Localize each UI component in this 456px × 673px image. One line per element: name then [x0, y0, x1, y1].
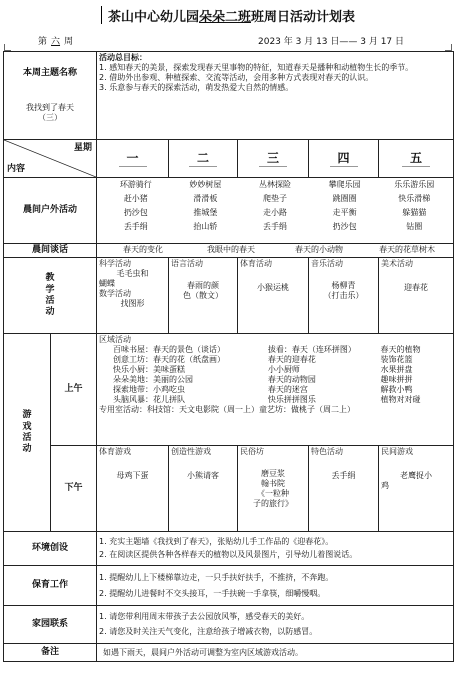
- notes-text: 如遇下雨天，晨间户外活动可调整为室内区域游戏活动。: [97, 644, 454, 662]
- goals-title: 活动总目标：: [99, 53, 148, 62]
- teaching-thu: [309, 258, 379, 334]
- weekday-corner-cell: [4, 140, 97, 178]
- day-header-tue: [169, 140, 238, 178]
- content-label: 内容: [7, 163, 26, 174]
- teaching-mon: [97, 258, 169, 334]
- area-line: [99, 375, 451, 385]
- area-line: [99, 355, 451, 365]
- outdoor-item: 丢手绢: [123, 222, 148, 231]
- afternoon-mon: [97, 446, 169, 532]
- afternoon-tue: [169, 446, 238, 532]
- meta-line: [0, 34, 456, 48]
- outdoor-line: [101, 222, 449, 232]
- afternoon-label: 下午: [51, 446, 97, 532]
- area-item: 春天的动物园: [267, 375, 316, 385]
- day-header-fri: [379, 140, 454, 178]
- care-cell: [97, 566, 454, 606]
- subject-label: 体育游戏: [99, 447, 132, 457]
- activity-name: 磨豆浆: [261, 469, 286, 479]
- activity-name: 毛毛虫和: [116, 269, 149, 279]
- page-title: [0, 0, 456, 30]
- area-item: 解救小鸭: [380, 385, 413, 395]
- day-label: 三: [259, 151, 287, 167]
- activity-name: 丢手绢: [331, 471, 356, 481]
- play-afternoon-row: [4, 446, 454, 532]
- outdoor-item: 跳圈圈: [332, 194, 357, 203]
- care-item: 2. 提醒幼儿进餐时不交头接耳，一手扶碗一手拿筷，细嚼慢咽。: [99, 588, 326, 598]
- outdoor-item: 快乐滑梯: [398, 194, 431, 203]
- goal-item: 3. 乐意参与春天的探索活动，萌发热爱大自然的情感。: [99, 83, 294, 92]
- teaching-label-char: 活: [45, 295, 55, 306]
- goal-item: 2. 借助外出参观、种植探索、交流等活动，会用多种方式表现对春天的认识。: [99, 73, 374, 82]
- talk-row: [4, 244, 454, 258]
- goal-item: 1. 感知春天的美景，探索发现春天里事物的特征，知道春天是播种和动植物生长的季节。: [99, 63, 414, 72]
- area-line: [99, 345, 451, 355]
- talk-item: 春天的小动物: [295, 245, 344, 254]
- subject-label: 科学活动: [99, 259, 132, 269]
- activity-name: 小熊请客: [187, 471, 220, 481]
- talk-cell: [97, 244, 454, 258]
- subject-label: 特色活动: [311, 447, 344, 457]
- area-item: 植物对对碰: [380, 395, 421, 405]
- subject-label: 数学活动: [99, 289, 132, 299]
- corner-mark-left: [4, 44, 11, 51]
- area-title: 区域活动: [99, 335, 132, 345]
- outdoor-item: 扔沙包: [123, 208, 148, 217]
- area-item: 百味书屋：春天的景色（谈话）: [113, 345, 226, 355]
- area-item: 趣味拼拼: [380, 375, 413, 385]
- notes-row: [4, 644, 454, 662]
- talk-item: 春天的花草树木: [379, 245, 436, 254]
- outdoor-item: 爬垫子: [263, 194, 288, 203]
- environment-row: [4, 532, 454, 566]
- subject-label: 民俗坊: [240, 447, 265, 457]
- day-header-mon: [97, 140, 169, 178]
- teaching-label: [4, 258, 97, 334]
- outdoor-line: [101, 180, 449, 190]
- outdoor-label: 晨间户外活动: [4, 178, 97, 244]
- area-line: [99, 385, 451, 395]
- outdoor-item: 抬山轿: [193, 222, 218, 231]
- day-label: 二: [189, 151, 217, 167]
- teaching-fri: [379, 258, 454, 334]
- teaching-row: [4, 258, 454, 334]
- activity-name: 迎春花: [404, 283, 429, 293]
- title-divider: [101, 6, 102, 24]
- activity-name: 翰书院: [261, 479, 286, 489]
- area-line: [99, 365, 451, 375]
- area-item: 朵朵美地：美丽的公园: [113, 375, 194, 385]
- area-item: 春天的植物: [380, 345, 421, 355]
- activity-name: 老鹰捉小: [400, 471, 433, 481]
- activity-name: 鸡: [381, 481, 390, 491]
- area-item: 小小厨师: [267, 365, 300, 375]
- morning-label: 上午: [51, 334, 97, 446]
- activity-name: 色（散文）: [183, 291, 224, 301]
- outdoor-item: 推城堡: [193, 208, 218, 217]
- talk-item: 我眼中的春天: [207, 245, 256, 254]
- week-number: [38, 34, 73, 47]
- subject-label: 语言活动: [171, 259, 204, 269]
- family-row: [4, 606, 454, 644]
- activity-name: 蝴蝶: [99, 279, 116, 289]
- talk-line: [99, 245, 451, 255]
- activity-name: 子的旅行》: [253, 499, 294, 509]
- environment-cell: [97, 532, 454, 566]
- area-line: [99, 395, 451, 405]
- family-item: 1. 请您带利用周末带孩子去公园放风筝，感受春天的美好。: [99, 612, 310, 622]
- activity-name: 找图形: [120, 299, 145, 309]
- care-row: [4, 566, 454, 606]
- plan-table: [3, 51, 454, 662]
- talk-item: 春天的变化: [123, 245, 164, 254]
- teaching-label-char: 学: [45, 284, 55, 295]
- area-item: 装饰花篮: [380, 355, 413, 365]
- afternoon-thu: [309, 446, 379, 532]
- talk-label: 晨间谈话: [4, 244, 97, 258]
- family-cell: [97, 606, 454, 644]
- area-item: 创意工坊：春天的花（纸盘画）: [113, 355, 226, 365]
- subject-label: 民间游戏: [381, 447, 414, 457]
- subject-label: 创造性游戏: [171, 447, 212, 457]
- theme-name-sub: （三）: [38, 113, 62, 123]
- teaching-tue: [169, 258, 238, 334]
- day-header-thu: [309, 140, 379, 178]
- days-header-row: [4, 140, 454, 178]
- kindergarten-name: 茶山中心幼儿园: [107, 9, 199, 25]
- subject-label: 音乐活动: [311, 259, 344, 269]
- outdoor-item: 乐乐游乐园: [394, 180, 435, 189]
- special-room-activity: 专用室活动：科技馆：天文电影院（周一上）童艺坊：做桃子（周二上）: [99, 405, 356, 415]
- week-num-value: 六: [51, 37, 61, 47]
- notes-label: 备注: [4, 644, 97, 662]
- theme-name: 我找到了春天: [26, 103, 74, 113]
- play-label-char: 活: [22, 432, 32, 443]
- activity-name: 母鸡下蛋: [116, 471, 149, 481]
- activity-name: 春雨的颜: [187, 281, 220, 291]
- subject-label: 体育活动: [240, 259, 273, 269]
- outdoor-item: 赶小猪: [123, 194, 148, 203]
- theme-cell: [4, 52, 97, 140]
- teaching-label-char: 动: [45, 307, 55, 317]
- day-label: 一: [119, 151, 147, 167]
- afternoon-fri: [379, 446, 454, 532]
- play-label: [4, 334, 51, 532]
- theme-row: [4, 52, 454, 140]
- area-item: 春天的迎春花: [267, 355, 316, 365]
- outdoor-item: 丛林探险: [259, 180, 292, 189]
- care-label: 保育工作: [4, 566, 97, 606]
- area-item: 拔看：春天（连环拼图）: [267, 345, 356, 355]
- activity-name: 杨柳青: [331, 281, 356, 291]
- outdoor-item: 环游骑行: [119, 180, 152, 189]
- area-item: 水果拼盘: [380, 365, 413, 375]
- class-name: 朵朵二班: [198, 9, 251, 25]
- area-item: 快乐小厨：美味蛋糕: [113, 365, 186, 375]
- area-item: 头脑风暴：花儿拼队: [113, 395, 186, 405]
- day-header-wed: [238, 140, 309, 178]
- environment-item: 2. 在阅读区提供各种各样春天的植物以及风景图片，引导幼儿着图说话。: [99, 550, 358, 560]
- environment-label: 环境创设: [4, 532, 97, 566]
- outdoor-line: [101, 194, 449, 204]
- outdoor-item: 丢手绢: [263, 222, 288, 231]
- outdoor-item: 走小路: [263, 208, 288, 217]
- outdoor-item: 走平衡: [332, 208, 357, 217]
- activity-name: （打击乐）: [323, 291, 364, 301]
- outdoor-grid: [97, 178, 454, 244]
- teaching-label-char: 教: [45, 273, 55, 284]
- area-activities: [97, 334, 454, 446]
- theme-label: 本周主题名称: [23, 67, 78, 78]
- area-item: 春天的迷宫: [267, 385, 308, 395]
- area-item: 快乐拼拼图乐: [267, 395, 316, 405]
- afternoon-wed: [238, 446, 309, 532]
- outdoor-item: 躲猫猫: [402, 208, 427, 217]
- day-label: 四: [330, 151, 358, 167]
- play-label-char: 游: [22, 410, 32, 421]
- date-range: 2023 年 3 月 13 日—— 3 月 17 日: [258, 37, 405, 47]
- play-label-char: 动: [22, 444, 32, 454]
- outdoor-item: 攀爬乐园: [328, 180, 361, 189]
- environment-item: 1. 充实主题墙《我找到了春天》，张贴幼儿手工作品的《迎春花》。: [99, 537, 334, 547]
- subject-label: 美术活动: [381, 259, 414, 269]
- outdoor-item: 滑滑板: [193, 194, 218, 203]
- area-item: 探索地带：小鸡吃虫: [113, 385, 186, 395]
- day-label: 五: [402, 151, 430, 167]
- family-item: 2. 请您及时关注天气变化，注意给孩子增减衣物，以防感冒。: [99, 627, 318, 637]
- outdoor-line: [101, 208, 449, 218]
- outdoor-item: 钻圈: [406, 222, 423, 231]
- play-label-char: 戏: [22, 421, 32, 432]
- outdoor-item: 扔沙包: [332, 222, 357, 231]
- outdoor-item: 妙妙树屋: [189, 180, 222, 189]
- week-prefix: 第: [38, 37, 48, 47]
- play-morning-row: [4, 334, 454, 446]
- activity-name: 小猴运桃: [257, 283, 290, 293]
- title-suffix: 班周日活动计划表: [251, 9, 356, 25]
- activity-name: 《一粒种: [257, 489, 290, 499]
- care-item: 1. 提醒幼儿上下楼梯靠边走，一只手扶好扶手，不推挤，不奔跑。: [99, 572, 334, 582]
- week-suffix: 周: [64, 37, 74, 47]
- weekday-label: 星期: [74, 143, 93, 153]
- corner-mark-right: [445, 44, 452, 51]
- teaching-wed: [238, 258, 309, 334]
- family-label: 家园联系: [4, 606, 97, 644]
- outdoor-row: [4, 178, 454, 244]
- goals-cell: [97, 52, 454, 140]
